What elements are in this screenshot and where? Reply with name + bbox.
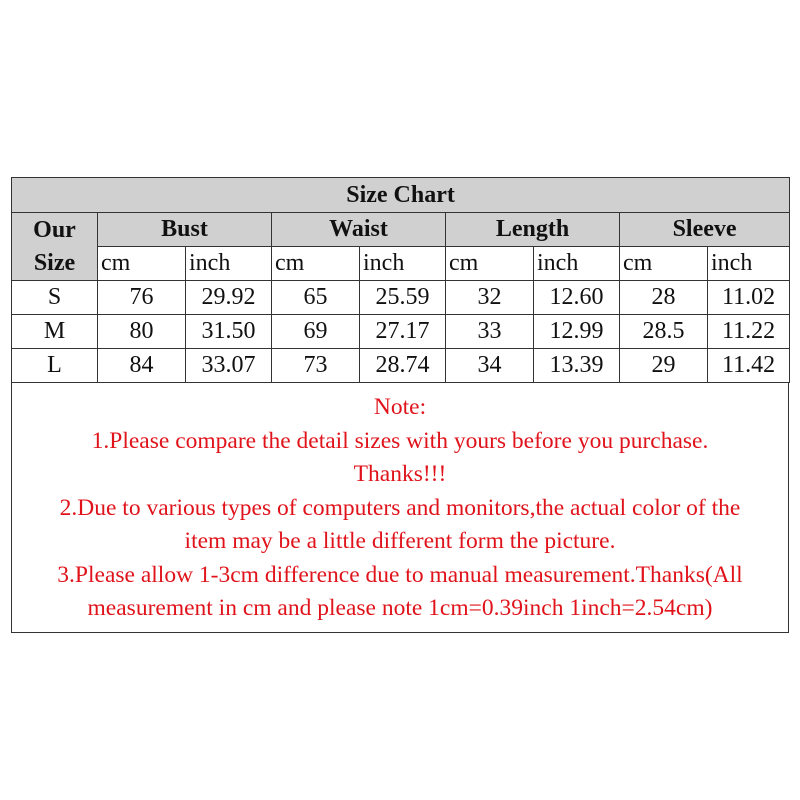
table-cell: 25.59 (360, 281, 446, 315)
table-row (12, 315, 790, 349)
unit-header: inch (534, 247, 620, 281)
note-heading: Note: (373, 394, 427, 420)
table-cell: 12.99 (534, 315, 620, 349)
table-cell: 29 (620, 349, 708, 383)
note-line: item may be a little different form the picture. (184, 528, 616, 554)
table-cell: 73 (272, 349, 360, 383)
group-header-length: Length (446, 213, 620, 247)
size-cell: S (12, 281, 98, 315)
unit-header: inch (708, 247, 790, 281)
group-header-bust: Bust (98, 213, 272, 247)
table-cell: 33 (446, 315, 534, 349)
table-cell: 84 (98, 349, 186, 383)
table-cell: 11.22 (708, 315, 790, 349)
table-cell: 65 (272, 281, 360, 315)
table-cell: 12.60 (534, 281, 620, 315)
table-title: Size Chart (12, 178, 790, 213)
table-cell: 11.02 (708, 281, 790, 315)
size-header-line2: Size (33, 249, 76, 276)
note-line: 1.Please compare the detail sizes with yours before you purchase. (91, 427, 709, 454)
unit-header: inch (186, 247, 272, 281)
group-header-waist: Waist (272, 213, 446, 247)
size-header-line1: Our (33, 216, 76, 243)
table-cell: 80 (98, 315, 186, 349)
table-cell: 28.5 (620, 315, 708, 349)
unit-header: inch (360, 247, 446, 281)
table-cell: 33.07 (186, 349, 272, 383)
group-header-sleeve: Sleeve (620, 213, 790, 247)
table-cell: 28.74 (360, 349, 446, 383)
table-cell: 11.42 (708, 349, 790, 383)
unit-header: cm (98, 247, 186, 281)
table-cell: 27.17 (360, 315, 446, 349)
unit-header: cm (446, 247, 534, 281)
table-row (12, 349, 790, 383)
table-cell: 31.50 (186, 315, 272, 349)
size-table (11, 177, 790, 383)
note-line: Thanks!!! (353, 461, 447, 487)
size-cell: M (12, 315, 98, 349)
table-cell: 76 (98, 281, 186, 315)
note-box (11, 383, 789, 633)
table-row (12, 281, 790, 315)
size-column-header (12, 213, 98, 281)
note-line: 3.Please allow 1-3cm difference due to manual measurement.Thanks(All (57, 561, 743, 588)
table-cell: 32 (446, 281, 534, 315)
size-chart (11, 177, 789, 633)
note-line: 2.Due to various types of computers and monitors,the actual color of the (59, 494, 741, 521)
table-cell: 29.92 (186, 281, 272, 315)
table-cell: 13.39 (534, 349, 620, 383)
table-cell: 28 (620, 281, 708, 315)
size-cell: L (12, 349, 98, 383)
table-cell: 34 (446, 349, 534, 383)
table-cell: 69 (272, 315, 360, 349)
note-line: measurement in cm and please note 1cm=0.39inch 1inch=2.54cm) (87, 595, 713, 621)
unit-header: cm (620, 247, 708, 281)
unit-header: cm (272, 247, 360, 281)
